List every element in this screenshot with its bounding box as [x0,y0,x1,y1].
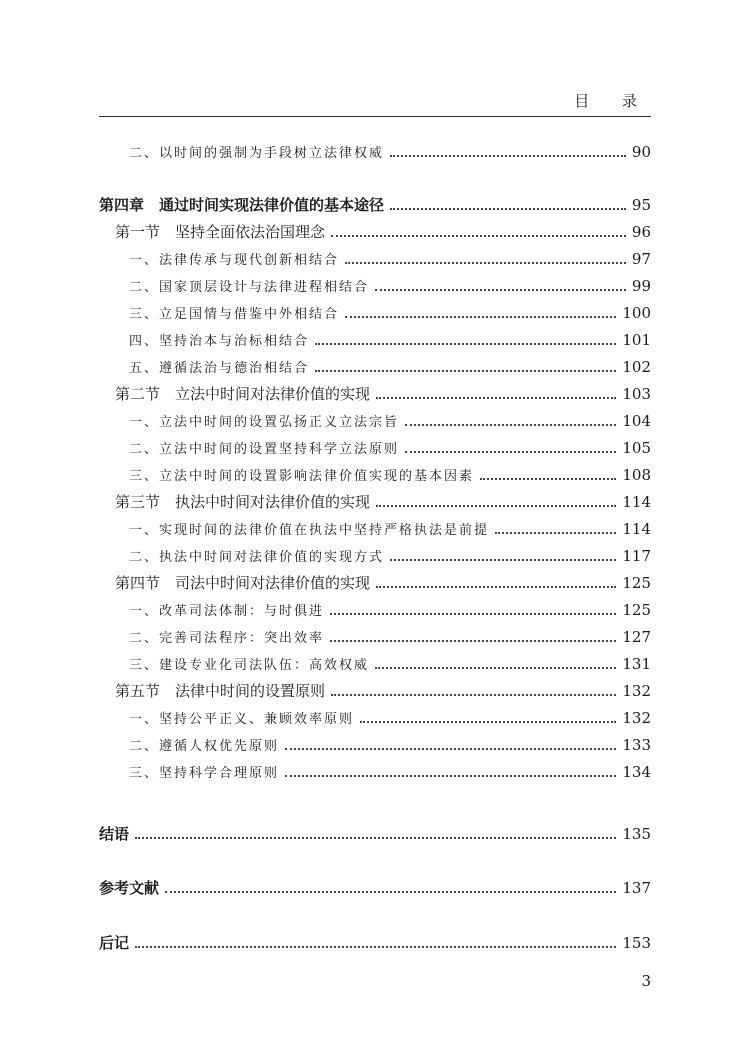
toc-entry-label: 结语 [99,825,130,843]
dot-leader [360,721,616,723]
dot-leader [376,586,616,588]
toc-entry-page: 125 [622,601,651,619]
toc-entry-subsection [99,648,651,672]
dot-leader [331,694,616,696]
toc-entry-label: 二、立法中时间的设置坚持科学立法原则 [129,442,400,457]
toc-entry-page: 103 [622,385,651,403]
dot-leader [405,424,616,426]
toc-entry-subsection [99,270,651,294]
toc-entry-label: 一、法律传承与现代创新相结合 [129,253,340,268]
toc-entry-conclusion [99,818,651,842]
toc-entry-label: 二、完善司法程序：突出效率 [129,631,325,646]
toc-entry-subsection [99,351,651,375]
dot-leader [390,208,626,210]
toc-entry-label: 参考文献 [99,879,160,897]
toc-entry-page: 97 [631,250,651,268]
page-number: 3 [641,972,651,990]
toc-entry-subsection [99,621,651,645]
toc-entry-afterword [99,927,651,951]
dot-leader [285,775,616,777]
toc-entry-label: 二、以时间的强制为手段树立法律权威 [129,146,385,161]
dot-leader [376,505,616,507]
toc-entry-page: 117 [622,547,651,565]
toc-entry-page: 153 [622,934,651,952]
header-rule [99,116,651,117]
toc-entry-page: 90 [631,143,651,161]
dot-leader [330,613,616,615]
toc-entry-label: 二、国家顶层设计与法律进程相结合 [129,280,370,295]
toc-entry-section [99,486,651,510]
toc-entry-subsection [99,540,651,564]
toc-entry-page: 96 [631,223,651,241]
toc-entry-page: 105 [622,439,651,457]
toc-entry-subsection [99,729,651,753]
toc-entry-page: 101 [622,331,651,349]
toc-entry-label: 五、遵循法治与德治相结合 [129,361,310,376]
dot-leader [390,559,616,561]
toc-entry-label: 二、执法中时间对法律价值的实现方式 [129,550,385,565]
toc-entry-page: 133 [622,736,651,754]
toc-entry-subsection [99,459,651,483]
toc-entry-label: 二、遵循人权优先原则 [129,739,280,754]
toc-entry-page: 100 [622,304,651,322]
toc-entry-page: 137 [622,879,651,897]
toc-entry-subsection [99,702,651,726]
toc-entry-page: 114 [622,520,651,538]
toc-entry-label: 一、改革司法体制：与时俱进 [129,604,325,619]
toc-entry-label: 后记 [99,934,130,952]
toc-entry-references [99,872,651,896]
toc-entry-page: 95 [631,196,651,214]
toc-entry-page: 132 [622,682,651,700]
toc-entry-label: 三、立足国情与借鉴中外相结合 [129,307,340,322]
toc-entry-label: 第四章 通过时间实现法律价值的基本途径 [99,196,385,214]
toc-entry-label: 四、坚持治本与治标相结合 [129,334,310,349]
toc-entry-label: 第二节 立法中时间对法律价值的实现 [115,385,371,403]
toc-entry-page: 134 [622,763,651,781]
toc-entry-subsection [99,297,651,321]
dot-leader [405,451,616,453]
dot-leader [330,640,616,642]
toc-entry-subsection [99,243,651,267]
toc-entry-subsection [99,756,651,780]
toc-entry-label: 一、坚持公平正义、兼顾效率原则 [129,712,355,727]
toc-entry-subsection [99,432,651,456]
toc-entry-page: 108 [622,466,651,484]
toc-entry-label: 第一节 坚持全面依法治国理念 [115,223,326,241]
toc-entry-page: 114 [622,493,651,511]
toc-entry-page: 135 [622,825,651,843]
dot-leader [375,289,626,291]
toc-entry-section [99,378,651,402]
toc-entry-page: 131 [622,655,651,673]
toc-entry-subsection [99,324,651,348]
toc-entry-subsection [99,594,651,618]
toc-entry-label: 三、立法中时间的设置影响法律价值实现的基本因素 [129,469,475,484]
toc-entry-subsection [99,513,651,537]
dot-leader [135,946,616,948]
dot-leader [165,891,616,893]
toc-entry-section [99,675,651,699]
dot-leader [345,262,626,264]
toc-entry-page: 125 [622,574,651,592]
toc-entry-section [99,216,651,240]
dot-leader [495,532,616,534]
toc-entry-label: 第三节 执法中时间对法律价值的实现 [115,493,371,511]
dot-leader [315,343,616,345]
toc-entry-label: 三、坚持科学合理原则 [129,766,280,781]
dot-leader [390,155,626,157]
toc-entry-label: 第四节 司法中时间对法律价值的实现 [115,574,371,592]
toc-entry-label: 一、实现时间的法律价值在执法中坚持严格执法是前提 [129,523,490,538]
toc-entry-page: 132 [622,709,651,727]
toc-entry-label: 第五节 法律中时间的设置原则 [115,682,326,700]
dot-leader [285,748,616,750]
dot-leader [480,478,616,480]
dot-leader [345,316,616,318]
toc-entry-page: 104 [622,412,651,430]
dot-leader [135,837,616,839]
toc-entry-page: 127 [622,628,651,646]
dot-leader [376,397,616,399]
toc-entry-page: 99 [631,277,651,295]
running-header-title: 目 录 [574,92,651,110]
dot-leader [331,235,626,237]
toc-entry-page: 102 [622,358,651,376]
dot-leader [375,667,616,669]
dot-leader [315,370,616,372]
toc-entry-label: 三、建设专业化司法队伍：高效权威 [129,658,370,673]
toc-entry-section [99,567,651,591]
toc-entry-chapter [99,189,651,213]
toc-entry-subsection [99,405,651,429]
toc-entry-label: 一、立法中时间的设置弘扬正义立法宗旨 [129,415,400,430]
toc-entry-subsection [99,136,651,160]
